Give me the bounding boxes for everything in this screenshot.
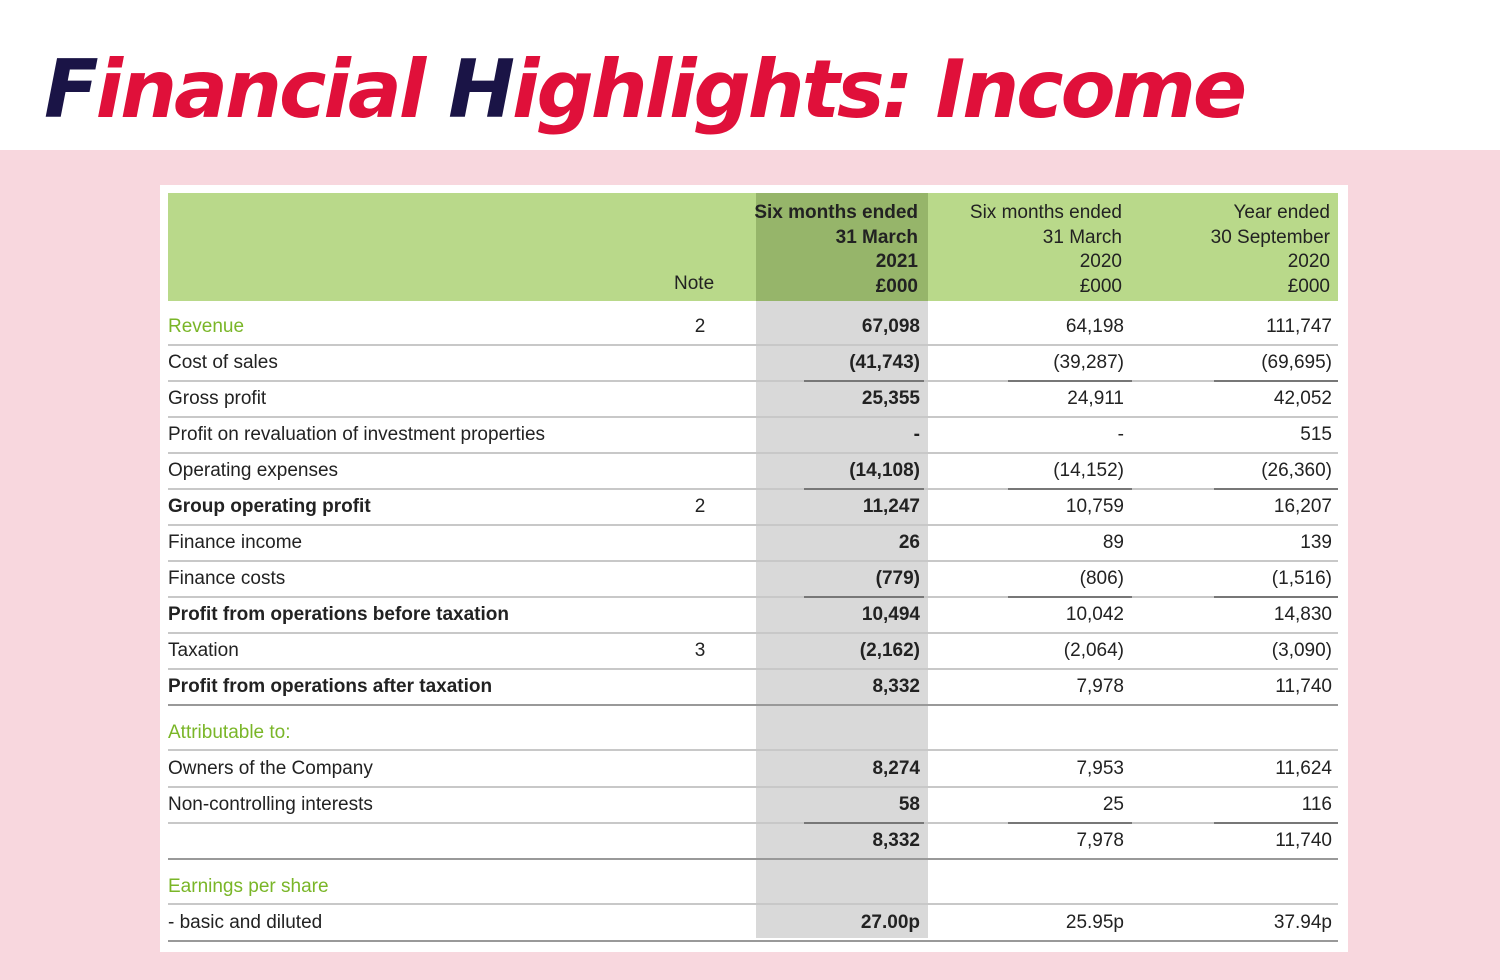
- row-note: [688, 453, 712, 489]
- row-label: Attributable to:: [168, 722, 291, 743]
- table-header: [168, 193, 1338, 301]
- row-value-2020-september: 116: [1301, 794, 1332, 815]
- row-value-2021: (2,162): [859, 640, 920, 661]
- row-value-2020-march: (14,152): [1053, 460, 1124, 481]
- row-label: Owners of the Company: [168, 758, 373, 779]
- row-note: [688, 345, 712, 381]
- row-label: Group operating profit: [168, 496, 371, 517]
- row-value-2021: 8,332: [872, 676, 920, 697]
- header-col-2020-march-line3: 2020: [1079, 251, 1122, 272]
- row-taxation: [168, 633, 1338, 669]
- row-note: [688, 669, 712, 705]
- row-finance-income: [168, 525, 1338, 561]
- row-value-2021: 67,098: [861, 316, 920, 337]
- header-col-2020-march: [970, 201, 1122, 299]
- header-col-2020-march-line1: Six months ended: [969, 202, 1122, 223]
- row-revaluation-profit: [168, 417, 1338, 453]
- row-attributable-heading: [168, 715, 1338, 751]
- row-value-2020-september: 139: [1300, 532, 1332, 553]
- row-note: [688, 905, 712, 941]
- row-group-operating-profit: [168, 489, 1338, 525]
- title-text-1: inancial: [95, 43, 449, 136]
- row-value-2020-september: 14,830: [1273, 604, 1332, 625]
- row-value-2020-march: 25.95p: [1065, 912, 1124, 933]
- row-value-2020-september: 11,740: [1275, 676, 1332, 697]
- row-value-2020-march: (2,064): [1063, 640, 1124, 661]
- row-note: [688, 525, 712, 561]
- row-label: Cost of sales: [168, 352, 278, 373]
- page-title: [44, 40, 1244, 140]
- row-label: Earnings per share: [168, 876, 329, 897]
- row-value-2020-march: (806): [1079, 568, 1124, 589]
- row-value-2020-march: 25: [1102, 794, 1124, 815]
- row-operating-expenses: [168, 453, 1338, 489]
- row-value-2020-september: 42,052: [1273, 388, 1332, 409]
- row-value-2021: (41,743): [849, 352, 920, 373]
- row-note: [688, 561, 712, 597]
- row-value-2020-september: 515: [1300, 424, 1332, 445]
- row-note: 2: [694, 316, 706, 337]
- row-label: Operating expenses: [168, 460, 339, 481]
- row-divider: [168, 940, 1338, 942]
- row-cost-of-sales: [168, 345, 1338, 381]
- row-owners: [168, 751, 1338, 787]
- header-col-2021: [754, 201, 918, 299]
- title-accent-h: H: [448, 43, 513, 136]
- row-value-2021: 58: [898, 794, 920, 815]
- row-eps-heading: [168, 869, 1338, 905]
- row-note: [688, 823, 712, 859]
- row-value-2021: 11,247: [862, 496, 920, 517]
- row-value-2021: 27.00p: [860, 912, 920, 933]
- row-profit-before-tax: [168, 597, 1338, 633]
- row-profit-after-tax: [168, 669, 1338, 705]
- row-label: Finance income: [168, 532, 303, 553]
- header-col-2020-september-line4: £000: [1287, 275, 1330, 297]
- header-col-2021-line3: 2021: [875, 251, 918, 272]
- header-col-2021-line4: £000: [875, 275, 918, 297]
- row-note: 2: [694, 496, 706, 517]
- row-value-2020-march: 10,759: [1065, 496, 1124, 517]
- row-non-controlling: [168, 787, 1338, 823]
- row-value-2021: (14,108): [849, 460, 920, 481]
- header-col-2020-september-line1: Year ended: [1233, 202, 1330, 223]
- row-value-2021: -: [913, 424, 920, 445]
- row-eps-basic-diluted: [168, 905, 1338, 941]
- header-col-2020-september: [1211, 201, 1330, 299]
- row-value-2020-september: (3,090): [1271, 640, 1332, 661]
- header-col-2020-september-line2: 30 September: [1210, 226, 1330, 248]
- row-value-2021: (779): [875, 568, 920, 589]
- header-col-2020-march-line2: 31 March: [1042, 226, 1122, 248]
- title-accent-f: F: [44, 43, 96, 136]
- row-label: Profit from operations after taxation: [168, 676, 493, 697]
- row-value-2020-september: 11,740: [1275, 830, 1332, 851]
- row-value-2020-march: 89: [1102, 532, 1124, 553]
- row-label: Non-controlling interests: [168, 794, 373, 815]
- row-label: Taxation: [168, 640, 239, 661]
- row-value-2021: 8,332: [872, 830, 920, 851]
- row-note: [688, 381, 712, 417]
- row-finance-costs: [168, 561, 1338, 597]
- row-note: 3: [694, 640, 706, 661]
- row-value-2020-march: 64,198: [1065, 316, 1124, 337]
- row-note: [688, 751, 712, 787]
- row-value-2020-march: 7,978: [1076, 830, 1124, 851]
- row-value-2021: 10,494: [861, 604, 920, 625]
- row-label: Profit from operations before taxation: [168, 604, 509, 625]
- row-divider: [168, 858, 1338, 860]
- header-note: Note: [674, 273, 715, 294]
- header-col-2020-september-line3: 2020: [1287, 251, 1330, 272]
- row-value-2021: 25,355: [861, 388, 920, 409]
- row-divider: [168, 704, 1338, 706]
- row-value-2021: 26: [898, 532, 920, 553]
- row-value-2020-september: 111,747: [1266, 316, 1332, 337]
- row-value-2020-march: 24,911: [1067, 388, 1124, 409]
- row-value-2020-september: (1,516): [1271, 568, 1332, 589]
- header-col-2020-march-line4: £000: [1079, 275, 1122, 297]
- row-value-2020-september: (26,360): [1261, 460, 1332, 481]
- row-value-2020-september: 16,207: [1273, 496, 1332, 517]
- row-value-2020-september: 37.94p: [1273, 912, 1332, 933]
- row-value-2020-september: 11,624: [1275, 758, 1332, 779]
- row-value-2020-march: 7,978: [1076, 676, 1124, 697]
- header-col-2021-line2: 31 March: [835, 226, 918, 248]
- row-value-2020-march: 7,953: [1076, 758, 1124, 779]
- row-attributable-total: [168, 823, 1338, 859]
- row-value-2020-march: (39,287): [1053, 352, 1124, 373]
- row-value-2021: 8,274: [872, 758, 920, 779]
- income-statement-card: [160, 185, 1348, 952]
- row-label: Revenue: [168, 316, 245, 337]
- header-col-2021-line1: Six months ended: [754, 202, 918, 223]
- row-note: [688, 417, 712, 453]
- row-value-2020-september: (69,695): [1261, 352, 1332, 373]
- row-value-2020-march: 10,042: [1065, 604, 1124, 625]
- title-text-2: ighlights: Income: [512, 43, 1245, 136]
- row-value-2020-march: -: [1117, 424, 1124, 445]
- row-note: [688, 597, 712, 633]
- row-label: Profit on revaluation of investment properties: [168, 424, 546, 445]
- row-revenue: [168, 309, 1338, 345]
- row-label: - basic and diluted: [168, 912, 323, 933]
- row-note: [688, 787, 712, 823]
- row-label: Gross profit: [168, 388, 267, 409]
- row-gross-profit: [168, 381, 1338, 417]
- row-label: Finance costs: [168, 568, 286, 589]
